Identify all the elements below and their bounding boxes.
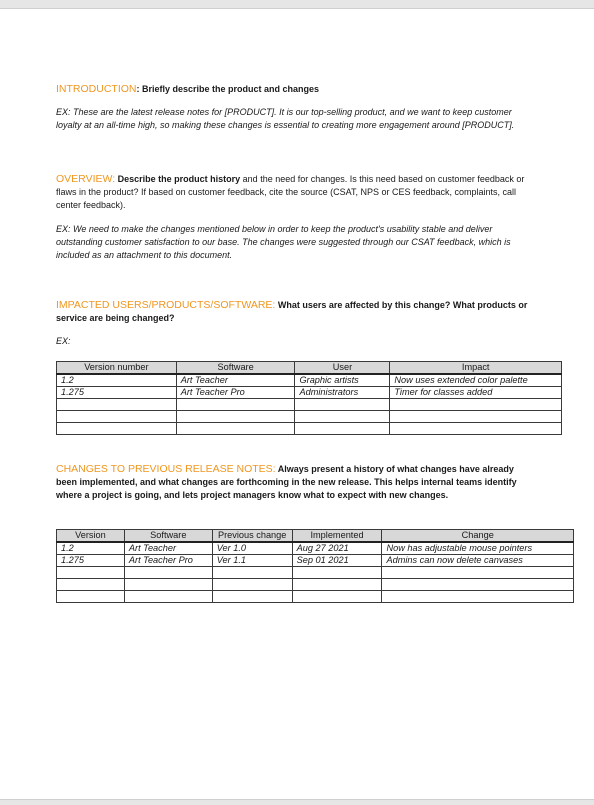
changes-table-cell	[124, 591, 212, 603]
changes-table-cell	[124, 567, 212, 579]
changes-table	[56, 529, 574, 603]
impacted-table-cell	[176, 411, 295, 423]
changes-lead: Always present a history of what changes have already been implemented, and what changes are forthcoming in the new release. This helps internal teams identify where a project is going, and lets project managers know what to expect with new changes.	[56, 464, 517, 501]
introduction-heading-line	[56, 83, 536, 96]
changes-table-cell	[57, 579, 125, 591]
changes-column-header: Change	[382, 530, 574, 543]
overview-lead: Describe the product history	[115, 174, 241, 184]
impacted-table-row	[57, 374, 562, 387]
impacted-table-cell	[176, 399, 295, 411]
impacted-table-cell: Administrators	[295, 387, 390, 399]
changes-column-header: Implemented	[292, 530, 382, 543]
impacted-table-cell	[57, 399, 177, 411]
impacted-table-row	[57, 411, 562, 423]
impacted-text	[56, 299, 536, 325]
overview-body: and the need for changes. Is this need based on customer feedback or flaws in the product? If based on customer feedback, cite the source (CSAT, NPS or CES feedback, complaints, call center feedback).	[56, 174, 525, 211]
changes-table-cell: Ver 1.0	[212, 542, 292, 555]
impacted-table-cell: Graphic artists	[295, 374, 390, 387]
overview-text	[56, 173, 536, 213]
introduction-example: EX: These are the latest release notes for [PRODUCT]. It is our top-selling product, and we want to keep customer loyalty at an all-time high, so making these changes is essential to creating more engagement around [PRODUCT].	[56, 107, 515, 131]
impacted-table-cell: 1.2	[57, 374, 177, 387]
changes-table-cell	[382, 567, 574, 579]
impacted-table-cell	[295, 423, 390, 435]
changes-table-row	[57, 579, 574, 591]
changes-table-cell	[212, 591, 292, 603]
changes-table-cell	[292, 591, 382, 603]
impacted-table-cell	[176, 423, 295, 435]
overview-heading: OVERVIEW:	[56, 173, 116, 185]
impacted-table-row	[57, 423, 562, 435]
changes-table-cell	[382, 579, 574, 591]
impacted-ex-label: EX:	[56, 336, 71, 347]
introduction-lead: : Briefly describe the product and changes	[136, 84, 320, 94]
changes-column-header: Software	[124, 530, 212, 543]
impacted-table-row	[57, 399, 562, 411]
changes-table-cell	[57, 591, 125, 603]
changes-table-cell	[212, 579, 292, 591]
impacted-section	[56, 299, 536, 349]
changes-table-row	[57, 591, 574, 603]
impacted-table-cell	[295, 411, 390, 423]
changes-table-cell: 1.2	[57, 542, 125, 555]
impacted-table-cell	[390, 399, 562, 411]
changes-text	[56, 463, 536, 503]
changes-table-cell: Ver 1.1	[212, 555, 292, 567]
impacted-table-cell: Now uses extended color palette	[390, 374, 562, 387]
changes-table-cell: Aug 27 2021	[292, 542, 382, 555]
changes-table-cell: Admins can now delete canvases	[382, 555, 574, 567]
impacted-column-header: Version number	[57, 362, 177, 375]
changes-table-cell: Art Teacher	[124, 542, 212, 555]
changes-section	[56, 463, 536, 503]
impacted-table-cell: Art Teacher Pro	[176, 387, 295, 399]
changes-table-cell: Sep 01 2021	[292, 555, 382, 567]
impacted-table-cell	[390, 423, 562, 435]
impacted-table-cell	[390, 411, 562, 423]
changes-table-cell	[212, 567, 292, 579]
impacted-table-cell	[57, 423, 177, 435]
impacted-column-header: Software	[176, 362, 295, 375]
changes-heading: CHANGES TO PREVIOUS RELEASE NOTES:	[56, 463, 276, 475]
document-page	[0, 8, 594, 800]
impacted-heading: IMPACTED USERS/PRODUCTS/SOFTWARE:	[56, 299, 276, 311]
impacted-table-cell	[295, 399, 390, 411]
changes-table-header	[57, 530, 574, 543]
changes-table-row	[57, 567, 574, 579]
impacted-column-header: Impact	[390, 362, 562, 375]
changes-table-row	[57, 542, 574, 555]
impacted-table-header	[57, 362, 562, 375]
impacted-table-cell	[57, 411, 177, 423]
introduction-heading: INTRODUCTION	[56, 83, 137, 95]
impacted-table-cell: Art Teacher	[176, 374, 295, 387]
changes-table-cell: 1.275	[57, 555, 125, 567]
changes-column-header: Previous change	[212, 530, 292, 543]
changes-table-cell: Art Teacher Pro	[124, 555, 212, 567]
impacted-table	[56, 361, 562, 435]
changes-column-header: Version	[57, 530, 125, 543]
changes-table-cell: Now has adjustable mouse pointers	[382, 542, 574, 555]
changes-table-cell	[292, 579, 382, 591]
impacted-table-cell: Timer for classes added	[390, 387, 562, 399]
changes-table-cell	[292, 567, 382, 579]
introduction-section	[56, 83, 536, 133]
impacted-lead: What users are affected by this change? What products or service are being changed?	[56, 300, 528, 324]
changes-table-row	[57, 555, 574, 567]
impacted-table-cell: 1.275	[57, 387, 177, 399]
overview-example: EX: We need to make the changes mentioned below in order to keep the product's usability stable and deliver outstanding customer satisfaction to our base. The changes were suggested through our CSAT feedback, which is included as an attachment to this document.	[56, 223, 511, 261]
changes-table-cell	[382, 591, 574, 603]
changes-table-cell	[57, 567, 125, 579]
overview-section	[56, 173, 536, 262]
changes-table-cell	[124, 579, 212, 591]
impacted-table-row	[57, 387, 562, 399]
impacted-column-header: User	[295, 362, 390, 375]
